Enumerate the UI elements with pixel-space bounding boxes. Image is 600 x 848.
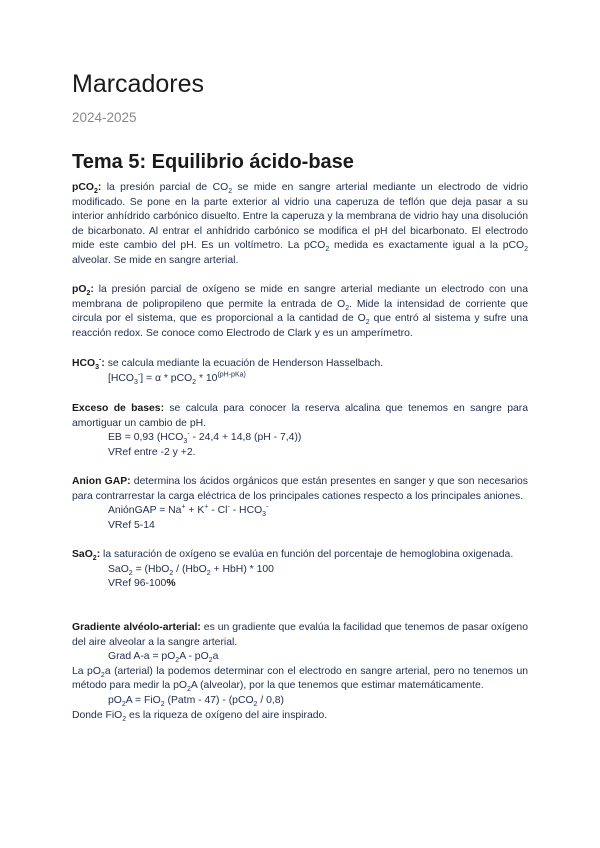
- paragraph-hco3: $HCO_3^-$: se calcula mediante la ecuación de Henderson Hasselbach. $[HCO_3^-] = \alpha * pCO_2 * 10^{(pH-pKa)}$: [72, 357, 528, 386]
- formula-hco3: $[HCO_3^-] = \alpha * pCO_2 * 10^{(pH-pKa)}$: [108, 371, 246, 386]
- section-heading: Tema 5: Equilibrio ácido-base: [72, 151, 354, 173]
- paragraph-sao2: SaO$_2$: la saturación de oxígeno se evalúa en función del porcentaje de hemoglobina oxigenada. SaO$_2$ = (HbO$_2$ / (HbO$_2$ + HbH) * 100 VRef 96-100%: [72, 548, 528, 592]
- term-exceso-bases: Exceso de bases:: [72, 403, 165, 414]
- term-hco3: $HCO_3^-$:: [72, 356, 105, 372]
- paragraph-gradiente: Gradiente alvéolo-arterial: es un gradiente que evalúa la facilidad que tenemos de pasar oxígeno del aire alveolar a la sangre arterial. Grad $A-a = pO_2A - pO_2a$ La $pO_2a$ (arterial) la podemos determinar con el electrodo en sangre arterial, pero no tenemos un método para medir la $pO_2A$ (alveolar), por la que tenemos que estimar matemáticamente. $pO_2A = FiO_2$ (Patm - 47) - (pCO$_2$ / 0,8) Donde FiO$_2$ es la riqueza de oxígeno del aire inspirado.: [72, 622, 528, 723]
- paragraph-anion-gap: Anion GAP: determina los ácidos orgánicos que están presentes en sanger y que son necesarios para contrarrestar la carga eléctrica de los principales cationes respecto a los principales aniones. AniónGAP = $Na^+ + K^+ - Cl^- - HCO_3^-$ VRef 5-14: [72, 475, 528, 533]
- vref-anion-gap: VRef 5-14: [108, 519, 155, 531]
- page-year: 2024-2025: [72, 110, 137, 125]
- term-po2: $pO_2$:: [72, 284, 94, 298]
- term-gradiente: Gradiente alvéolo-arterial:: [72, 622, 201, 633]
- paragraph-po2a: La $pO_2a$ (arterial) la podemos determinar con el electrodo en sangre arterial, pero no tenemos un método para medir la $pO_2A$ (alveolar), por la que tenemos que estimar matemáticamente.: [72, 665, 528, 694]
- paragraph-exceso-bases: Exceso de bases: se calcula para conocer la reserva alcalina que tenemos en sangre para amortiguar un cambio de pH. EB = 0,93 ($HCO_3^- - 24,4 + 14,8$ (pH - 7,4)) VRef entre -2 y +2.: [72, 402, 528, 460]
- paragraph-pco2: pCO$_2$: la presión parcial de $CO_2$ se mide en sangre arterial mediante un electrodo de vidrio modificado. Se pone en la parte exterior al vidrio una caperuza de teflón que deja pasar a su interior anhídrido carbónico disuelto. Entre la caperuza y la membrana de vidrio hay una disolución de bicarbonato. Al entrar el anhídrido carbónico se modifica el pH del bicarbonato. El electrodo mide este cambio del pH. Es un voltímetro. La pCO$_2$ medida es exactamente igual a la pCO$_2$ alveolar. Se mide en sangre arterial.: [72, 182, 529, 266]
- paragraph-fio2: Donde FiO$_2$ es la riqueza de oxígeno del aire inspirado.: [72, 709, 328, 723]
- formula-anion-gap: AniónGAP = $Na^+ + K^+ - Cl^- - HCO_3^-$: [108, 503, 269, 519]
- paragraph-po2: $pO_2$: la presión parcial de oxígeno se mide en sangre arterial mediante un electrodo con una membrana de polipropileno que permite la entrada de $O_2$. Mide la intensidad de corriente que circula por el sistema, que es proporcional a la cantidad de $O_2$ que entró al sistema y sufre una reacción redox. Se conoce como Electrodo de Clark y es un amperímetro.: [72, 284, 528, 339]
- formula-sao2: SaO$_2$ = (HbO$_2$ / (HbO$_2$ + HbH) * 100: [108, 563, 274, 577]
- term-sao2: SaO$_2$:: [72, 549, 101, 563]
- formula-grad-aa: Grad $A-a = pO_2A - pO_2a$: [108, 651, 219, 665]
- term-pco2: pCO$_2$:: [72, 182, 102, 196]
- vref-eb: VRef entre -2 y +2.: [108, 446, 196, 458]
- page-title: Marcadores: [72, 70, 204, 98]
- formula-eb: EB = 0,93 ($HCO_3^- - 24,4 + 14,8$ (pH - 7,4)): [108, 430, 302, 446]
- term-anion-gap: Anion GAP:: [72, 476, 131, 487]
- formula-po2a: $pO_2A = FiO_2$ (Patm - 47) - (pCO$_2$ / 0,8): [108, 694, 285, 709]
- vref-sao2: VRef 96-100%: [108, 578, 176, 590]
